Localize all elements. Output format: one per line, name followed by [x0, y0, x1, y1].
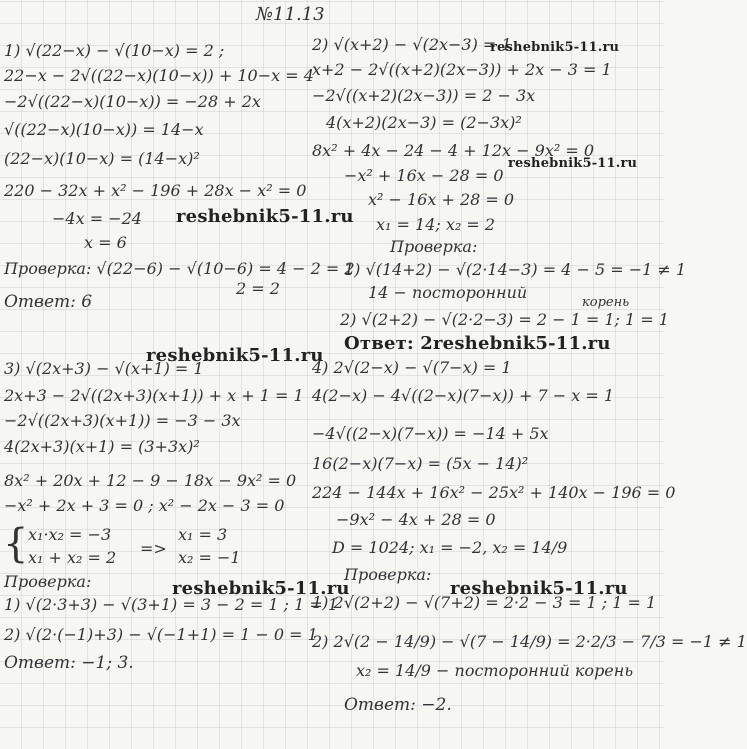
- p2-check-1-note: 14 − посторонний: [368, 283, 528, 302]
- p4-check-1: 1) 2√(2+2) − √(7+2) = 2·2 − 3 = 1 ; 1 = 1: [312, 593, 657, 612]
- p3-line-6: −x² + 2x + 3 = 0 ; x² − 2x − 3 = 0: [4, 496, 285, 515]
- p3-system-1: x₁·x₂ = −3: [28, 525, 112, 544]
- p1-line-3: −2√((22−x)(10−x)) = −28 + 2x: [4, 92, 261, 111]
- p1-line-1: 1) √(22−x) − √(10−x) = 2 ;: [4, 41, 225, 60]
- p4-line-5: 224 − 144x + 16x² − 25x² + 140x − 196 = 0: [312, 483, 676, 502]
- p3-root-1: x₁ = 3: [178, 525, 228, 544]
- p1-check-result: 2 = 2: [236, 279, 280, 298]
- watermark-left-1: reshebnik5-11.ru: [176, 206, 354, 227]
- p2-line-3: −2√((x+2)(2x−3)) = 2 − 3x: [312, 86, 536, 105]
- p4-check-title: Проверка:: [344, 565, 432, 584]
- p2-line-8: x₁ = 14; x₂ = 2: [376, 215, 496, 234]
- p2-line-2: x+2 − 2√((x+2)(2x−3)) + 2x − 3 = 1: [312, 60, 612, 79]
- p2-check-1: 1) √(14+2) − √(2·14−3) = 4 − 5 = −1 ≠ 1: [344, 260, 687, 279]
- p3-arrow: =>: [140, 539, 167, 558]
- p3-check-title: Проверка:: [4, 572, 92, 591]
- p1-line-6: 220 − 32x + x² − 196 + 28x − x² = 0: [4, 181, 307, 200]
- p3-line-4: 4(2x+3)(x+1) = (3+3x)²: [4, 437, 200, 456]
- watermark-left-2: reshebnik5-11.ru: [146, 345, 324, 366]
- p1-line-2: 22−x − 2√((22−x)(10−x)) + 10−x = 4: [4, 66, 314, 85]
- p4-line-6: −9x² − 4x + 28 = 0: [336, 510, 496, 529]
- p4-line-7: D = 1024; x₁ = −2, x₂ = 14/9: [332, 538, 568, 557]
- p3-root-2: x₂ = −1: [178, 548, 241, 567]
- p1-line-8: x = 6: [84, 233, 127, 252]
- p3-answer: Ответ: −1; 3.: [4, 653, 134, 673]
- watermark-answer-p2: [344, 333, 611, 354]
- p2-check-2: 2) √(2+2) − √(2·2−3) = 2 − 1 = 1; 1 = 1: [340, 310, 669, 329]
- p2-check-title: Проверка:: [390, 237, 478, 256]
- p2-line-1: 2) √(x+2) − √(2x−3) = 1: [312, 35, 512, 54]
- p3-system-2: x₁ + x₂ = 2: [28, 548, 117, 567]
- p3-line-2: 2x+3 − 2√((2x+3)(x+1)) + x + 1 = 1: [4, 386, 304, 405]
- problem-number: №11.13: [256, 4, 325, 25]
- p3-line-5: 8x² + 20x + 12 − 9 − 18x − 9x² = 0: [4, 471, 297, 490]
- p2-line-4: 4(x+2)(2x−3) = (2−3x)²: [326, 113, 522, 132]
- watermark-top-right: reshebnik5-11.ru: [490, 40, 620, 55]
- p1-line-5: (22−x)(10−x) = (14−x)²: [4, 149, 200, 168]
- watermark-bottom-right: reshebnik5-11.ru: [450, 578, 628, 599]
- p1-line-7: −4x = −24: [52, 209, 142, 228]
- system-brace: {: [3, 521, 29, 567]
- p2-check-1-note-b: корень: [582, 295, 630, 310]
- p2-line-6: −x² + 16x − 28 = 0: [344, 166, 504, 185]
- p1-answer: Ответ: 6: [4, 292, 93, 312]
- p4-line-1: 4) 2√(2−x) − √(7−x) = 1: [312, 358, 512, 377]
- p4-line-4: 16(2−x)(7−x) = (5x − 14)²: [312, 454, 529, 473]
- p1-line-4: √((22−x)(10−x)) = 14−x: [4, 120, 204, 139]
- p3-line-3: −2√((2x+3)(x+1)) = −3 − 3x: [4, 411, 241, 430]
- p3-check-2: 2) √(2·(−1)+3) − √(−1+1) = 1 − 0 = 1: [4, 625, 318, 644]
- p2-line-5: 8x² + 4x − 24 − 4 + 12x − 9x² = 0: [312, 141, 595, 160]
- watermark-bottom-left: reshebnik5-11.ru: [172, 578, 350, 599]
- p4-check-2: 2) 2√(2 − 14/9) − √(7 − 14/9) = 2·2/3 − 7/3 = −1 ≠ 1: [312, 632, 747, 651]
- p3-check-1: 1) √(2·3+3) − √(3+1) = 3 − 2 = 1 ; 1 = 1: [4, 595, 339, 614]
- p1-check: Проверка: √(22−6) − √(10−6) = 4 − 2 = 2: [4, 259, 355, 278]
- watermark-answer-site: reshebnik5-11.ru: [432, 333, 611, 354]
- p4-line-2: 4(2−x) − 4√((2−x)(7−x)) + 7 − x = 1: [312, 386, 615, 405]
- watermark-answer-prefix: Ответ: 2: [344, 333, 433, 354]
- p4-answer: Ответ: −2.: [344, 695, 452, 715]
- p3-line-1: 3) √(2x+3) − √(x+1) = 1: [4, 359, 204, 378]
- p2-line-7: x² − 16x + 28 = 0: [368, 190, 515, 209]
- p4-extraneous: x₂ = 14/9 − посторонний корень: [356, 661, 634, 680]
- p4-line-3: −4√((2−x)(7−x)) = −14 + 5x: [312, 424, 549, 443]
- watermark-mid-right: reshebnik5-11.ru: [508, 156, 638, 171]
